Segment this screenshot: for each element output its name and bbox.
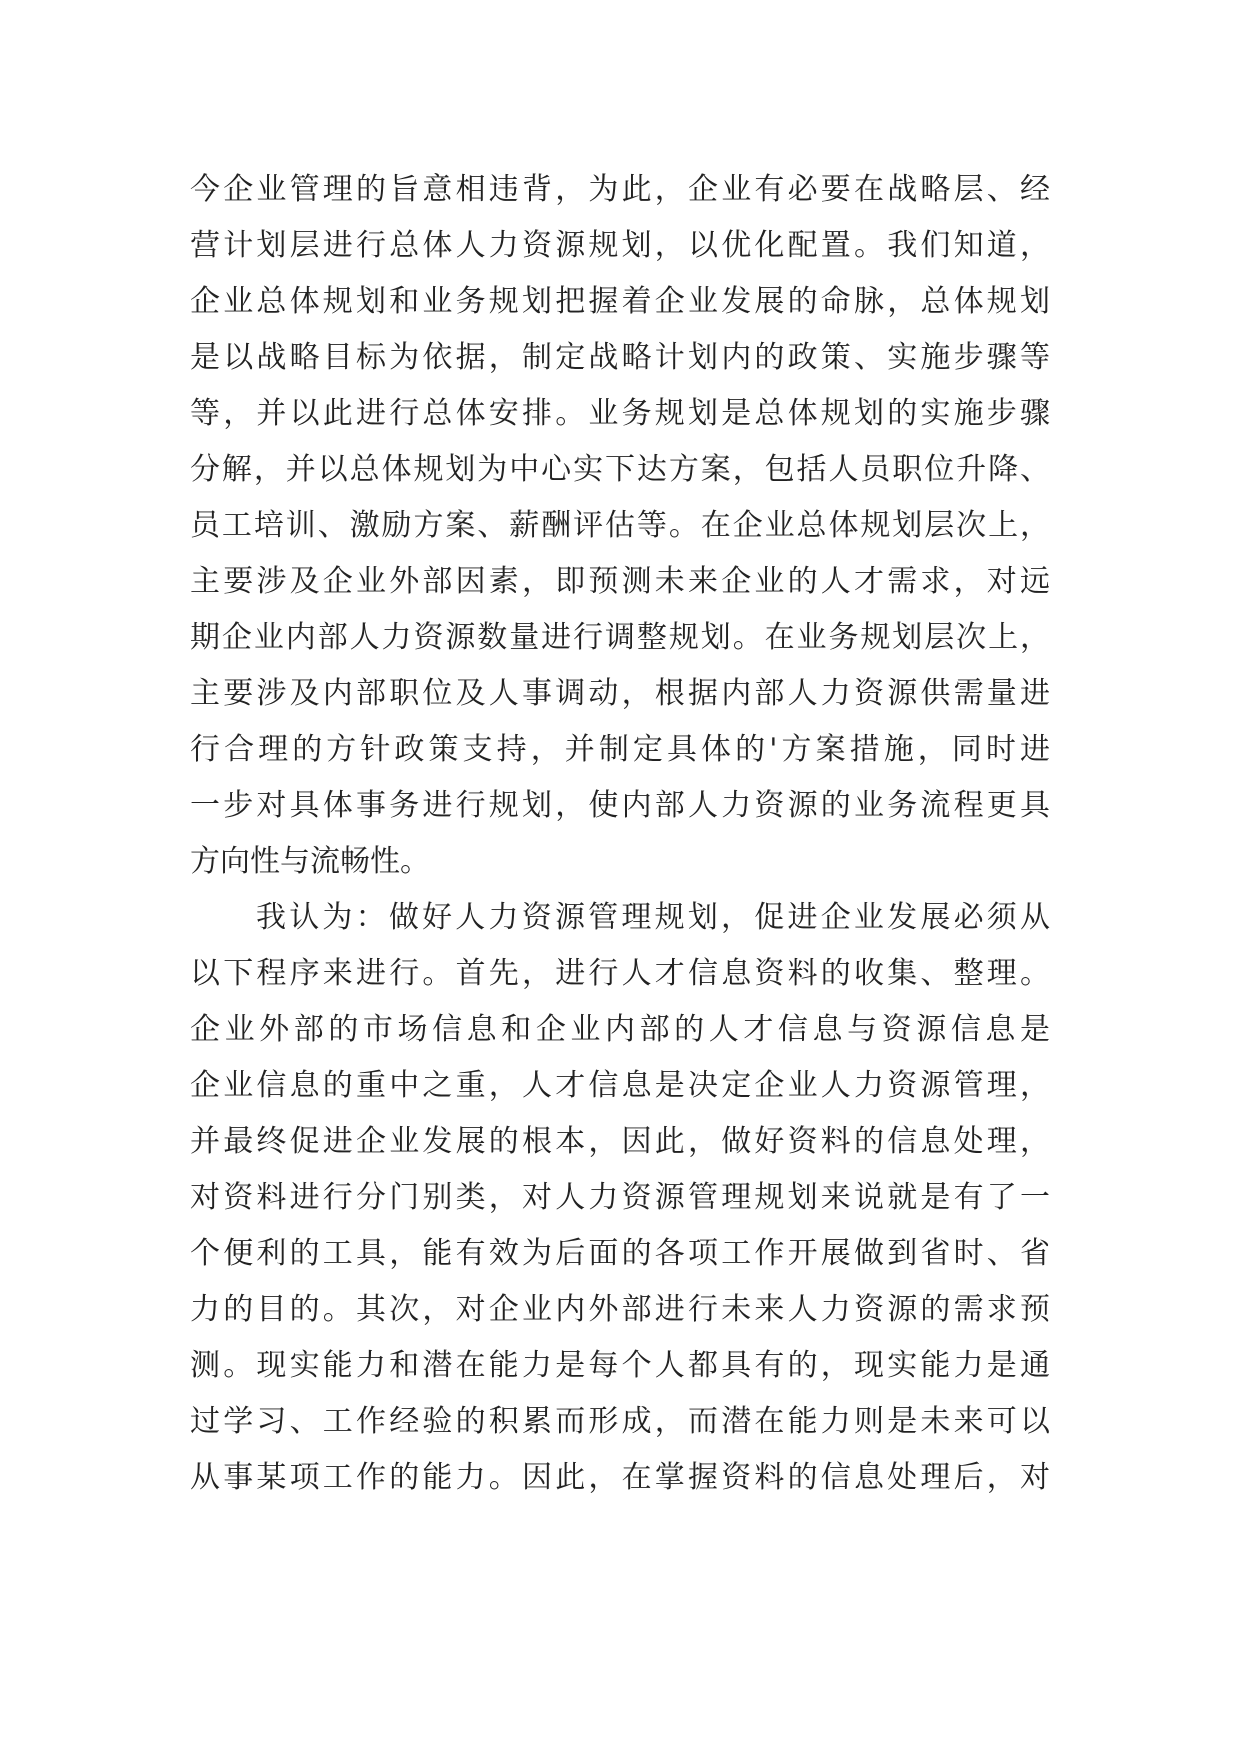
text-line: 我认为：做好人力资源管理规划，促进企业发展必须从 — [256, 900, 1050, 935]
text-line: 一步对具体事务进行规划，使内部人力资源的业务流程更具 — [190, 788, 1050, 823]
document-body — [190, 162, 1050, 1506]
paragraph-2 — [190, 890, 1050, 1506]
text-line: 主要涉及内部职位及人事调动，根据内部人力资源供需量进 — [190, 676, 1050, 711]
text-line: 今企业管理的旨意相违背，为此，企业有必要在战略层、经 — [190, 172, 1050, 207]
text-line: 方向性与流畅性。 — [190, 844, 430, 879]
text-line: 员工培训、激励方案、薪酬评估等。在企业总体规划层次上， — [190, 508, 1050, 543]
text-line: 营计划层进行总体人力资源规划，以优化配置。我们知道， — [190, 228, 1050, 263]
text-line: 企业外部的市场信息和企业内部的人才信息与资源信息是 — [190, 1012, 1050, 1047]
text-line: 是以战略目标为依据，制定战略计划内的政策、实施步骤等 — [190, 340, 1050, 375]
paragraph-1 — [190, 162, 1050, 890]
text-line: 主要涉及企业外部因素，即预测未来企业的人才需求，对远 — [190, 564, 1050, 599]
text-line: 以下程序来进行。首先，进行人才信息资料的收集、整理。 — [190, 956, 1050, 991]
text-line: 个便利的工具，能有效为后面的各项工作开展做到省时、省 — [190, 1236, 1050, 1271]
text-line: 分解，并以总体规划为中心实下达方案，包括人员职位升降、 — [190, 452, 1050, 487]
text-line: 期企业内部人力资源数量进行调整规划。在业务规划层次上， — [190, 620, 1050, 655]
text-line: 力的目的。其次，对企业内外部进行未来人力资源的需求预 — [190, 1292, 1050, 1327]
text-line: 企业总体规划和业务规划把握着企业发展的命脉，总体规划 — [190, 284, 1050, 319]
text-line: 测。现实能力和潜在能力是每个人都具有的，现实能力是通 — [190, 1348, 1050, 1383]
text-line: 企业信息的重中之重，人才信息是决定企业人力资源管理， — [190, 1068, 1050, 1103]
text-line: 并最终促进企业发展的根本，因此，做好资料的信息处理， — [190, 1124, 1050, 1159]
text-line: 行合理的方针政策支持，并制定具体的'方案措施，同时进 — [190, 732, 1050, 767]
text-line: 从事某项工作的能力。因此，在掌握资料的信息处理后，对 — [190, 1460, 1050, 1495]
text-line: 等，并以此进行总体安排。业务规划是总体规划的实施步骤 — [190, 396, 1050, 431]
text-line: 过学习、工作经验的积累而形成，而潜在能力则是未来可以 — [190, 1404, 1050, 1439]
text-line: 对资料进行分门别类，对人力资源管理规划来说就是有了一 — [190, 1180, 1050, 1215]
